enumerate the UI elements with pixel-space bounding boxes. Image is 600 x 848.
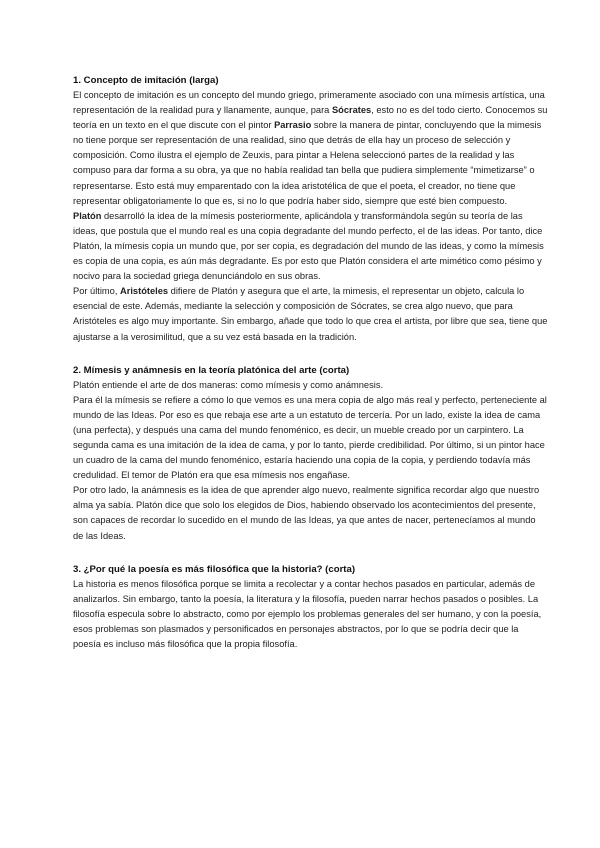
bold-name: Sócrates bbox=[331, 105, 372, 116]
text-run: , esto no es del todo cierto. Conocemos su teoría en un texto en el que discute con el pintor bbox=[73, 105, 548, 131]
section-1-paragraph-1 bbox=[73, 88, 548, 209]
section-1-paragraph-2 bbox=[73, 209, 548, 284]
bold-name: Platón bbox=[73, 210, 102, 221]
section-2-heading: 2. Mímesis y anámnesis en la teoría platónica del arte (corta) bbox=[73, 364, 350, 376]
section-2-paragraph-3 bbox=[73, 483, 548, 543]
section-3 bbox=[73, 562, 548, 652]
text-run: Por último, bbox=[73, 286, 121, 297]
text-run: Platón entiende el arte de dos maneras: como mímesis y como anámnesis. bbox=[73, 379, 384, 390]
text-run: Para él la mímesis se refiere a cómo lo que vemos es una mera copia de algo más real y perfecto, perteneciente al mundo de las Ideas. Por eso es que rebaja ese arte a un estatuto de tercería. Por un lado, existe la idea de cama (una perfecta), y después una cama del mundo fenoménico, es decir, un mueble creado por un carpintero. La segunda cama es una imitación de la idea de cama, y por lo tanto, pierde credibilidad. Por último, si un pintor hace un cuadro de la cama del mundo fenoménico, estaría haciendo una copia de la copia, y perdiendo todavía más credulidad. El temor de Platón era que esa mímesis nos engañase. bbox=[73, 394, 547, 481]
bold-name: Parrasio bbox=[274, 120, 312, 131]
text-run: difiere de Platón y asegura que el arte, la mimesis, el representar un objeto, calcula lo esencial de este. Además, mediante la selección y composición de Sócrates, se crea algo nuevo, que para Aristóteles es algo muy importante. Sin embargo, añade que todo lo que crea el artista, por libre que sea, tiene que ajustarse a la verosimilitud, que a su vez está basada en la tradición. bbox=[73, 286, 548, 342]
section-2 bbox=[73, 363, 548, 544]
section-3-heading: 3. ¿Por qué la poesía es más filosófica que la historia? (corta) bbox=[73, 563, 356, 575]
section-1 bbox=[73, 73, 548, 345]
section-2-paragraph-1 bbox=[73, 378, 548, 393]
text-run: Por otro lado, la anámnesis es la idea de que aprender algo nuevo, realmente significa recordar algo que nuestro alma ya sabía. Platón dice que solo los elegidos de Dios, habiendo observado los acontecimientos del presente, son capaces de recordar lo sucedido en el mundo de las Ideas, ya que antes de nacer, pertenecíamos al mundo de las Ideas. bbox=[73, 485, 540, 541]
section-2-paragraph-2 bbox=[73, 393, 548, 484]
bold-name: Aristóteles bbox=[120, 286, 169, 297]
text-run: desarrolló la idea de la mímesis posteriormente, aplicándola y transformándola según su teoría de las ideas, que postula que el mundo real es una copia degradante del mundo perfecto, el de las ideas. Por tanto, dice Platón, la mímesis copia un mundo que, por ser copia, es degradación del mundo de las ideas, y como la mímesis es copia de una copia, es aún más degradante. Es por esto que Platón considera el arte mimético como pésimo y nocivo para la sociedad griega denunciándolo en sus obras. bbox=[73, 210, 544, 282]
section-1-heading: 1. Concepto de imitación (larga) bbox=[73, 75, 219, 86]
section-3-paragraph-1 bbox=[73, 577, 548, 652]
text-run: sobre la manera de pintar, concluyendo que la mimesis no tiene porque ser representación de una realidad, sino que detrás de ella hay un proceso de selección y composición. Como ilustra el ejemplo de Zeuxis, para pintar a Helena seleccionó partes de la realidad y las compuso para dar forma a su obra, ya que no había realidad tan bella que pudiera simplemente “mimetizarse” o representarse. Esto está muy emparentado con la idea aristotélica de que el poeta, el creador, no tiene que representar obligatoriamente lo que es, si no lo que podría haber sido, siempre que esté bien compuesto. bbox=[73, 120, 542, 206]
text-run: La historia es menos filosófica porque se limita a recolectar y a contar hechos pasados en particular, además de analizarlos. Sin embargo, tanto la poesía, la literatura y la filosofía, pueden narrar hechos pasados o posibles. La filosofía especula sobre lo abstracto, como por ejemplo los problemas generales del ser humano, y con la poesía, esos problemas son plasmados y personificados en personajes abstractos, por lo que se podría decir que la poesía es incluso más filosófica que la propia filosofía. bbox=[73, 578, 542, 649]
section-1-paragraph-3 bbox=[73, 284, 548, 344]
text-run: El concepto de imitación es un concepto del mundo griego, primeramente asociado con una mímesis artística, una representación de la realidad pura y llanamente, aunque, para bbox=[73, 90, 545, 116]
